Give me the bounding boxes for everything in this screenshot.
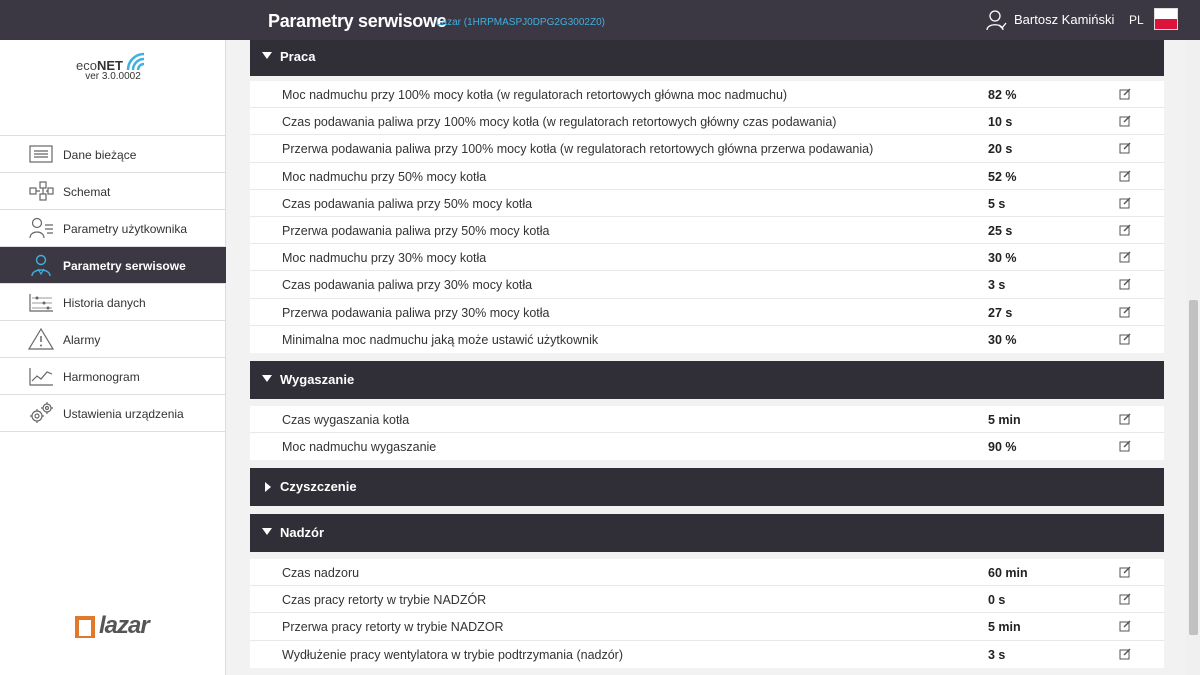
sidebar-item-harmonogram[interactable] [0,358,226,395]
sidebar-item-label: Ustawienia urządzenia [63,407,184,421]
param-label: Przerwa podawania paliwa przy 100% mocy kotła (w regulatorach retortowych główna przerwa podawania) [282,142,874,157]
edit-icon[interactable] [1119,88,1131,100]
param-row [250,108,1164,135]
version-label: ver 3.0.0002 [85,71,141,82]
param-value: 30 % [988,251,1017,266]
section-header-praca[interactable]: Praca [250,40,1164,76]
param-row [250,326,1164,353]
param-label: Moc nadmuchu przy 50% mocy kotła [282,169,487,184]
sidebar-item-dane-biezace[interactable] [0,136,226,173]
param-value: 5 min [988,413,1021,427]
caret-down-icon [262,528,272,535]
section-header-czyszczenie[interactable]: Czyszczenie [250,468,1164,506]
caret-right-icon [265,482,271,492]
param-label: Czas podawania paliwa przy 30% mocy kotła [282,278,533,293]
section-header-wygaszanie[interactable]: Wygaszanie [250,361,1164,399]
sidebar-item-label: Dane bieżące [63,148,137,162]
sidebar-item-label: Historia danych [63,296,146,310]
section-rows-praca [250,81,1164,353]
param-label: Wydłużenie pracy wentylatora w trybie podtrzymania (nadzór) [282,647,624,662]
list-icon [28,142,54,166]
param-row [250,299,1164,326]
edit-icon[interactable] [1119,333,1131,345]
history-icon [28,290,54,314]
param-value: 82 % [988,88,1017,102]
param-label: Przerwa podawania paliwa przy 50% mocy kotła [282,223,550,238]
param-row [250,271,1164,298]
param-label: Moc nadmuchu przy 100% mocy kotła (w regulatorach retortowych główna moc nadmuchu) [282,88,788,102]
param-value: 60 min [988,566,1028,580]
caret-down-icon [262,375,272,382]
param-value: 27 s [988,305,1013,320]
schedule-icon [28,364,54,388]
edit-icon[interactable] [1119,142,1131,154]
caret-down-icon [262,52,272,59]
param-value: 90 % [988,440,1017,455]
poland-flag-icon[interactable] [1154,8,1178,30]
param-row [250,163,1164,190]
edit-icon[interactable] [1119,224,1131,236]
param-row [250,406,1164,433]
edit-icon[interactable] [1119,170,1131,182]
param-row [250,641,1164,668]
edit-icon[interactable] [1119,278,1131,290]
sidebar-menu [0,135,226,432]
user-name[interactable]: Bartosz Kamiński [1014,12,1115,27]
param-row [250,586,1164,613]
schema-icon [28,179,54,203]
econet-logo: ecoNET [76,50,156,76]
param-label: Czas podawania paliwa przy 50% mocy kotła [282,196,533,211]
param-value: 25 s [988,223,1013,238]
top-bar [0,0,1200,40]
page-title: Parametry serwisowe [268,11,447,31]
param-label: Moc nadmuchu wygaszanie [282,440,437,455]
param-label: Czas wygaszania kotła [282,413,410,427]
sidebar-item-alarmy[interactable] [0,321,226,358]
param-label: Moc nadmuchu przy 30% mocy kotła [282,251,487,266]
sidebar [0,40,226,675]
sidebar-item-label: Schemat [63,185,111,199]
edit-icon[interactable] [1119,593,1131,605]
edit-icon[interactable] [1119,648,1131,660]
lazar-logo: lazar [73,612,157,640]
param-label: Czas nadzoru [282,566,360,580]
param-value: 10 s [988,115,1013,130]
edit-icon[interactable] [1119,440,1131,452]
param-label: Czas podawania paliwa przy 100% mocy kotła (w regulatorach retortowych główny czas podawania) [282,115,837,130]
param-row [250,135,1164,162]
sidebar-item-parametry-serwisowe[interactable] [0,247,226,284]
param-value: 5 s [988,196,1006,211]
param-value: 0 s [988,593,1006,608]
scrollbar-thumb[interactable] [1189,300,1198,635]
param-label: Przerwa podawania paliwa przy 30% mocy kotła [282,305,550,320]
gears-icon [28,401,54,425]
param-label: Przerwa pracy retorty w trybie NADZOR [282,620,504,635]
param-row [250,81,1164,108]
param-row [250,559,1164,586]
main-content [226,40,1186,675]
sidebar-item-label: Parametry serwisowe [63,259,186,273]
param-value: 30 % [988,332,1017,347]
edit-icon[interactable] [1119,620,1131,632]
edit-icon[interactable] [1119,115,1131,127]
sidebar-item-parametry-uzytkownika[interactable] [0,210,226,247]
section-rows-nadzor [250,559,1164,668]
edit-icon[interactable] [1119,197,1131,209]
edit-icon[interactable] [1119,306,1131,318]
param-value: 3 s [988,647,1006,662]
param-value: 3 s [988,278,1006,293]
param-row [250,613,1164,640]
edit-icon[interactable] [1119,413,1131,425]
param-row [250,244,1164,271]
vertical-scrollbar[interactable] [1186,40,1200,675]
param-value: 20 s [988,142,1013,157]
param-row [250,433,1164,460]
edit-icon[interactable] [1119,566,1131,578]
sidebar-item-ustawienia-urzadzenia[interactable] [0,395,226,432]
user-icon[interactable] [985,9,1007,31]
param-row [250,217,1164,244]
language-code[interactable]: PL [1129,13,1144,27]
user-params-icon [28,216,54,240]
param-label: Czas pracy retorty w trybie NADZÓR [282,593,487,608]
sidebar-item-schemat[interactable] [0,173,226,210]
sidebar-item-label: Harmonogram [63,370,140,384]
param-row [250,190,1164,217]
sidebar-item-label: Parametry użytkownika [63,222,188,236]
param-label: Minimalna moc nadmuchu jaką może ustawić użytkownik [282,332,599,347]
section-rows-wygaszanie [250,406,1164,460]
param-value: 52 % [988,169,1017,184]
sidebar-item-label: Alarmy [63,333,101,347]
sidebar-item-historia-danych[interactable] [0,284,226,321]
warning-icon [28,327,54,351]
service-icon [28,253,54,277]
section-header-nadzor[interactable]: Nadzór [250,514,1164,552]
device-subtitle: Lazar (1HRPMASPJ0DPG2G3002Z0) [436,17,605,28]
hks-logo-icon [73,614,97,638]
param-value: 5 min [988,620,1021,635]
edit-icon[interactable] [1119,251,1131,263]
